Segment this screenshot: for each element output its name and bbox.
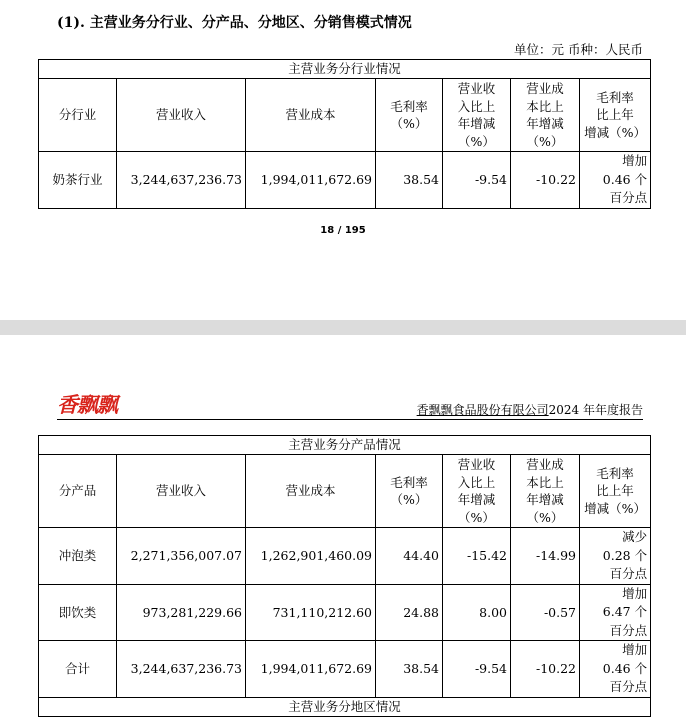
revenue-cell: 973,281,229.66 [117, 584, 246, 641]
page-19 [0, 335, 686, 714]
revenue-cell: 3,244,637,236.73 [117, 641, 246, 698]
table-header-row [39, 79, 651, 152]
company-logo: 香飘飘 [57, 393, 117, 417]
revenue-cell: 3,244,637,236.73 [117, 152, 246, 209]
product-table-caption: 主营业务分产品情况 [39, 436, 651, 455]
section-title: (1). 主营业务分行业、分产品、分地区、分销售模式情况 [57, 15, 412, 31]
header-revenue: 营业收入 [117, 79, 246, 152]
header-margin: 毛利率 （%） [376, 79, 443, 152]
revenue-change-cell: -9.54 [443, 152, 511, 209]
cost-cell: 731,110,212.60 [246, 584, 376, 641]
table-row [39, 152, 651, 209]
margin-change-cell: 增加 0.46 个 百分点 [580, 152, 651, 209]
row-label: 即饮类 [39, 584, 117, 641]
table-row [39, 584, 651, 641]
header-revenue-change: 营业收 入比上 年增减 （%） [443, 79, 511, 152]
revenue-change-cell: -15.42 [443, 528, 511, 585]
header-cost-change: 营业成 本比上 年增减 （%） [511, 79, 580, 152]
region-table-caption: 主营业务分地区情况 [39, 697, 651, 716]
company-name: 香飘飘食品股份有限公司 [416, 403, 549, 417]
header-margin: 毛利率 （%） [376, 455, 443, 528]
industry-table [38, 59, 651, 209]
header-margin-change: 毛利率 比上年 增减（%） [580, 79, 651, 152]
margin-change-cell: 减少 0.28 个 百分点 [580, 528, 651, 585]
cost-cell: 1,994,011,672.69 [246, 152, 376, 209]
header-product: 分产品 [39, 455, 117, 528]
cost-cell: 1,262,901,460.09 [246, 528, 376, 585]
margin-cell: 38.54 [376, 641, 443, 698]
cost-change-cell: -10.22 [511, 641, 580, 698]
row-label: 奶茶行业 [39, 152, 117, 209]
table-row [39, 528, 651, 585]
table-header-row [39, 455, 651, 528]
header-cost: 营业成本 [246, 79, 376, 152]
header-industry: 分行业 [39, 79, 117, 152]
cost-change-cell: -10.22 [511, 152, 580, 209]
row-label: 合计 [39, 641, 117, 698]
industry-table-caption: 主营业务分行业情况 [39, 60, 651, 79]
header-margin-change: 毛利率 比上年 增减（%） [580, 455, 651, 528]
cost-change-cell: -14.99 [511, 528, 580, 585]
cost-change-cell: -0.57 [511, 584, 580, 641]
margin-cell: 24.88 [376, 584, 443, 641]
header-divider [57, 419, 643, 420]
cost-cell: 1,994,011,672.69 [246, 641, 376, 698]
revenue-change-cell: 8.00 [443, 584, 511, 641]
margin-change-cell: 增加 6.47 个 百分点 [580, 584, 651, 641]
revenue-cell: 2,271,356,007.07 [117, 528, 246, 585]
revenue-change-cell: -9.54 [443, 641, 511, 698]
margin-cell: 44.40 [376, 528, 443, 585]
product-table [38, 435, 651, 717]
table-row [39, 641, 651, 698]
header-cost-change: 营业成 本比上 年增减 （%） [511, 455, 580, 528]
report-header [417, 401, 643, 418]
margin-change-cell: 增加 0.46 个 百分点 [580, 641, 651, 698]
report-title: 2024 年年度报告 [548, 403, 643, 417]
page-number: 18 / 195 [320, 225, 366, 236]
row-label: 冲泡类 [39, 528, 117, 585]
margin-cell: 38.54 [376, 152, 443, 209]
page-18 [0, 0, 686, 320]
header-cost: 营业成本 [246, 455, 376, 528]
page-separator [0, 320, 686, 335]
header-revenue-change: 营业收 入比上 年增减 （%） [443, 455, 511, 528]
header-revenue: 营业收入 [117, 455, 246, 528]
currency-unit-note: 单位：元 币种：人民币 [514, 42, 643, 57]
